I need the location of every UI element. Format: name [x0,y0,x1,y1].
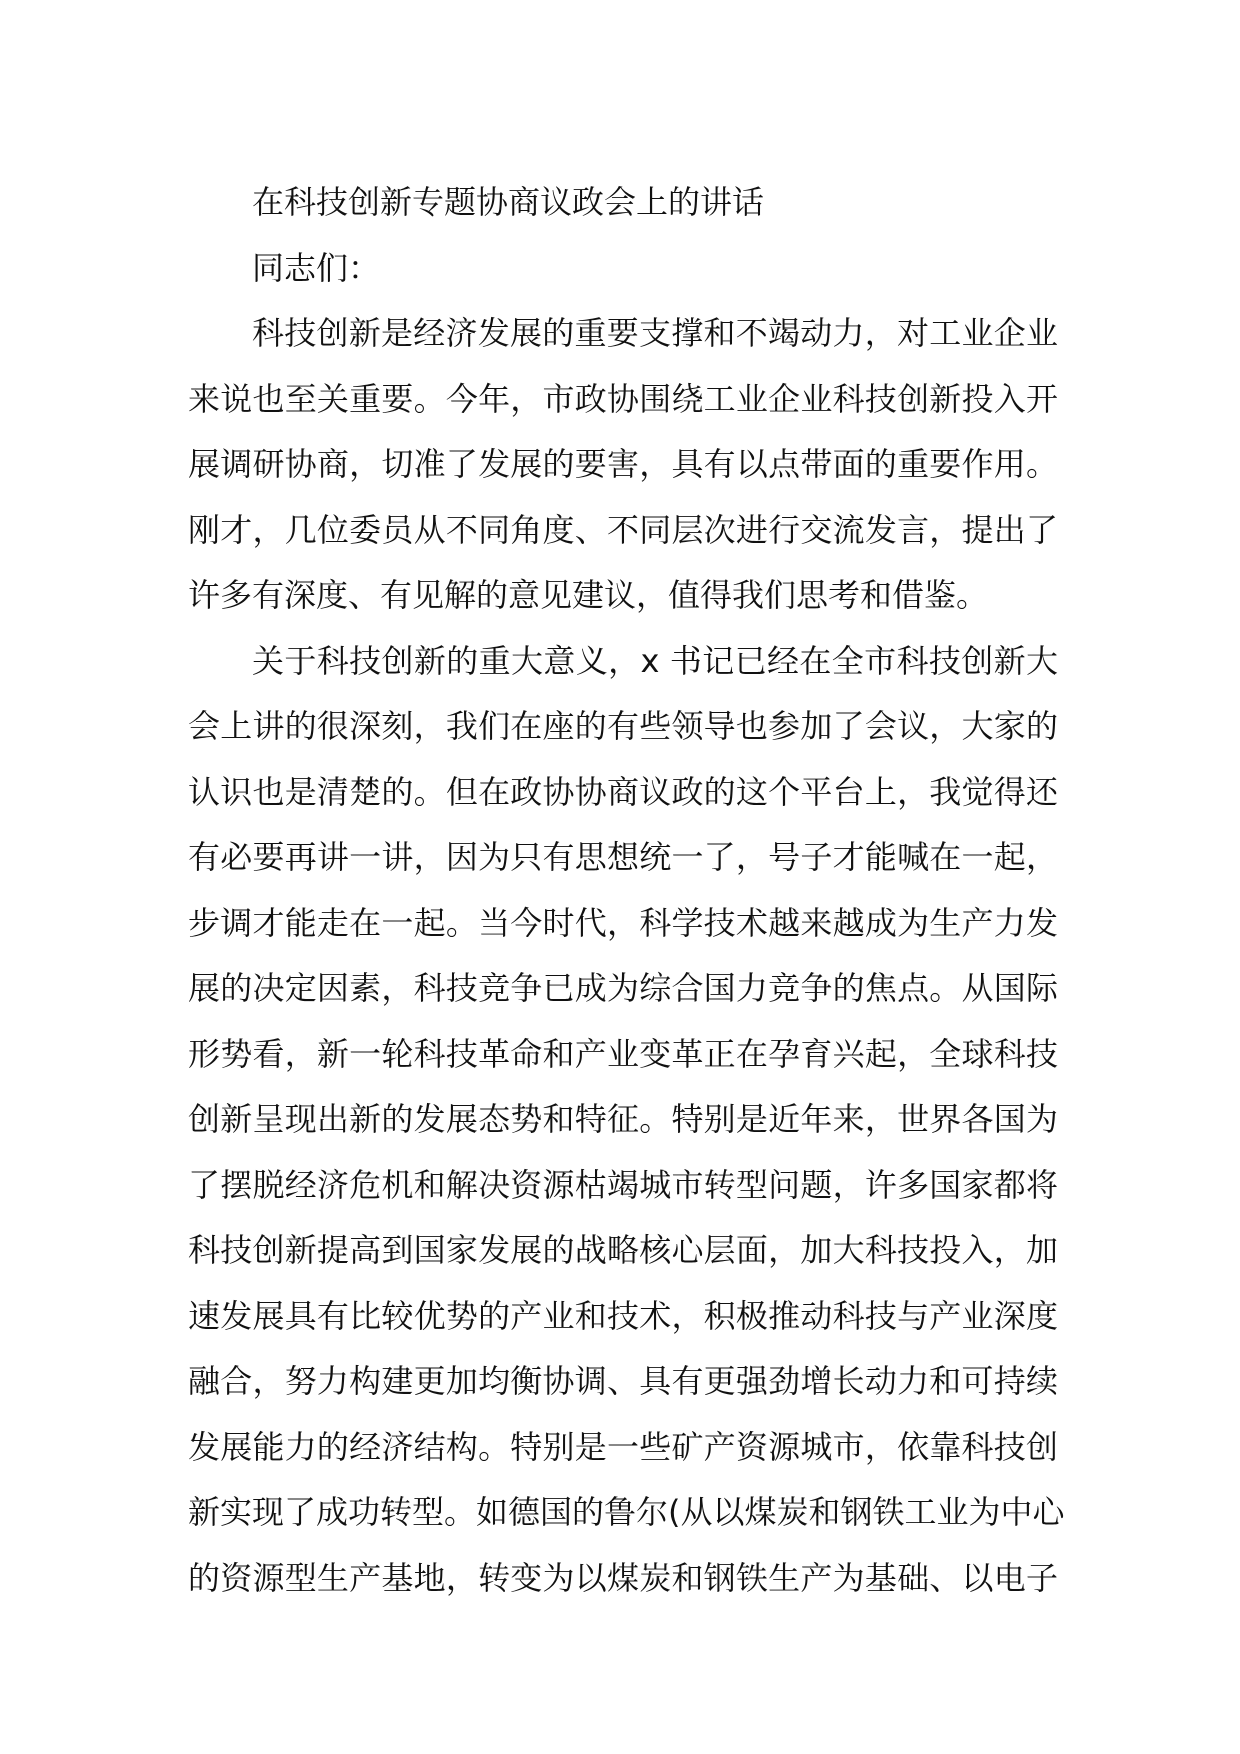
paragraph-line: 步调才能走在一起。当今时代，科学技术越来越成为生产力发 [188,903,1058,942]
paragraph-line: 了摆脱经济危机和解决资源枯竭城市转型问题，许多国家都将 [188,1165,1058,1204]
paragraph-line: 许多有深度、有见解的意见建议，值得我们思考和借鉴。 [188,576,989,614]
paragraph-line: 科技创新是经济发展的重要支撑和不竭动力，对工业企业 [252,314,1058,352]
paragraph-line: 有必要再讲一讲，因为只有思想统一了，号子才能喊在一起， [188,838,1058,876]
paragraph-line: 创新呈现出新的发展态势和特征。特别是近年来，世界各国为 [188,1100,1058,1138]
paragraph-line: 认识也是清楚的。但在政协协商议政的这个平台上，我觉得还 [188,772,1058,811]
paragraph-line: 展调研协商，切准了发展的要害，具有以点带面的重要作用。 [188,445,1058,483]
paragraph-1 [188,301,1058,629]
document-title: 在科技创新专题协商议政会上的讲话 [252,183,765,221]
paragraph-line: 展的决定因素，科技竞争已成为综合国力竞争的焦点。从国际 [188,969,1058,1007]
paragraph-line: 速发展具有比较优势的产业和技术，积极推动科技与产业深度 [188,1296,1058,1335]
paragraph-line: 发展能力的经济结构。特别是一些矿产资源城市，依靠科技创 [188,1427,1058,1466]
paragraph-line: 刚才，几位委员从不同角度、不同层次进行交流发言，提出了 [188,510,1058,549]
document-body [188,170,1065,1611]
paragraph-line: 科技创新提高到国家发展的战略核心层面，加大科技投入，加 [188,1231,1058,1269]
paragraph-line: 关于科技创新的重大意义，x 书记已经在全市科技创新大 [252,641,1058,680]
paragraph-line: 会上讲的很深刻，我们在座的有些领导也参加了会议，大家的 [188,707,1058,745]
paragraph-line: 形势看，新一轮科技革命和产业变革正在孕育兴起，全球科技 [188,1034,1058,1073]
paragraph-line: 新实现了成功转型。如德国的鲁尔(从以煤炭和钢铁工业为中心 [188,1493,1065,1531]
paragraph-2 [188,629,1065,1612]
paragraph-line: 来说也至关重要。今年，市政协围绕工业企业科技创新投入开 [188,379,1058,418]
paragraph-line: 融合，努力构建更加均衡协调、具有更强劲增长动力和可持续 [188,1362,1058,1400]
paragraph-line: 的资源型生产基地，转变为以煤炭和钢铁生产为基础、以电子 [188,1558,1058,1597]
salutation: 同志们： [252,248,381,287]
